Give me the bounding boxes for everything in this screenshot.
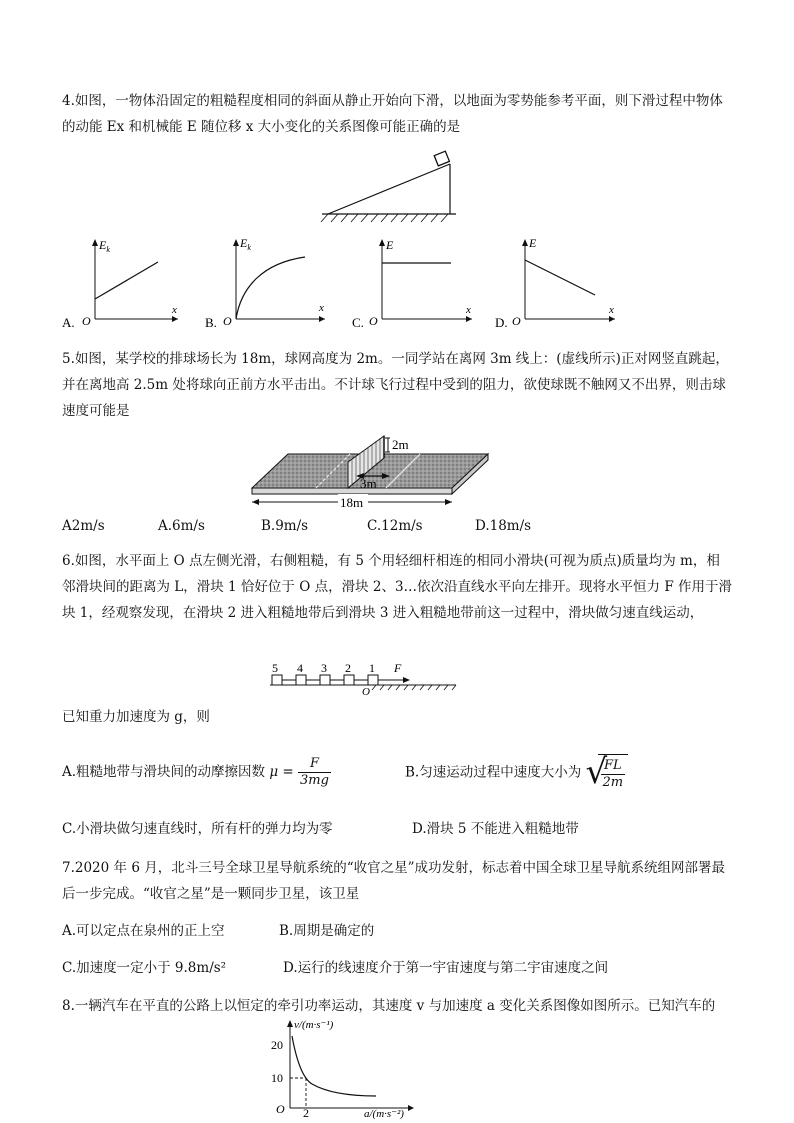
q6-label-3: 3	[321, 661, 327, 675]
q5-stem: 5.如图，某学校的排球场长为 18m，球网高度为 2m。一同学站在离网 3m 线上：(虚线所示)正对网竖直跳起，并在离地高 2.5m 处将球向正前方水平击出。不计球飞行过程中受到的阻力，欲使球既不触网又不出界，则击球速度可能是	[62, 351, 729, 419]
q8-origin: O	[276, 1102, 285, 1116]
q6-option-b-text: B.匀速运动过程中速度大小为	[405, 764, 582, 781]
q6-label-1: 1	[369, 661, 375, 675]
q4c-origin: O	[369, 314, 378, 328]
svg-text:Ek	[239, 236, 251, 252]
q8-xlabel: a/(m·s⁻²)	[364, 1108, 404, 1120]
q5-net-height: 2m	[392, 437, 409, 452]
q8-ytick-20: 20	[271, 1038, 283, 1052]
q4d-xlabel: x	[609, 304, 614, 316]
q4a-ylabel: E	[99, 238, 107, 252]
q5-court-figure	[248, 432, 498, 512]
q6-option-a-num: F	[298, 756, 331, 773]
q6-label-5: 5	[272, 661, 278, 675]
q4c-xlabel: x	[466, 304, 471, 316]
q7-option-a: A.可以定点在泉州的正上空	[62, 923, 225, 939]
svg-text:Ek	[98, 238, 110, 254]
q6-option-b-sqrt: √ $\frac{FL}{2m}$	[586, 754, 629, 792]
q4-graph-a	[60, 235, 180, 330]
q5-length: 18m	[340, 495, 364, 510]
q4a-letter: A.	[62, 315, 75, 330]
q8-xtick-2: 2	[303, 1106, 309, 1120]
q5-option-a: A.6m/s	[158, 518, 205, 534]
q6-origin-label: O	[362, 686, 370, 698]
q5-option-b: B.9m/s	[261, 518, 309, 534]
q4b-letter: B.	[205, 315, 217, 330]
q6-label-4: 4	[297, 661, 303, 675]
q4-graph-d	[495, 235, 620, 330]
q6-option-a-text: A.粗糙地带与滑块间的动摩擦因数	[62, 764, 266, 780]
q4a-origin: O	[82, 314, 91, 328]
q6-option-a-den: 3mg	[300, 773, 329, 788]
q4b-ylabel: E	[240, 236, 248, 250]
q8-va-graph	[268, 1018, 418, 1118]
q7-option-c: C.加速度一定小于 9.8m/s²	[62, 960, 227, 976]
q4b-ysub: k	[247, 243, 251, 252]
q5-option-d: D.18m/s	[475, 518, 532, 534]
q6-option-a-fraction	[298, 756, 331, 789]
q6-label-2: 2	[345, 661, 351, 675]
q6-option-b-num: FL	[601, 758, 626, 775]
q6-after: 已知重力加速度为 g，则	[62, 709, 210, 725]
q6-option-c: C.小滑块做匀速直线时，所有杆的弹力均为零	[62, 821, 333, 837]
q4-stem: 4.如图，一物体沿固定的粗糙程度相同的斜面从静止开始向下滑，以地面为零势能参考平面，则下滑过程中物体的动能 Ex 和机械能 E 随位移 x 大小变化的关系图像可能正确的是	[62, 93, 723, 135]
q4d-origin: O	[512, 314, 521, 328]
q5-distance: 3m	[360, 476, 377, 491]
q6-option-d: D.滑块 5 不能进入粗糙地带	[412, 821, 579, 837]
q5-option-0: A2m/s	[62, 518, 105, 534]
q4d-ylabel: E	[529, 236, 537, 250]
q4c-letter: C.	[352, 315, 364, 330]
q4d-letter: D.	[495, 315, 508, 330]
q4a-ysub: k	[106, 245, 110, 254]
q4-incline-figure	[318, 150, 458, 225]
q6-option-b-den: 2m	[602, 775, 624, 790]
q4b-xlabel: x	[319, 302, 324, 314]
q6-sliders-figure	[268, 660, 468, 696]
q6-force-label: F	[394, 661, 402, 675]
q4c-ylabel: E	[386, 238, 394, 252]
q5-option-c: C.12m/s	[367, 518, 423, 534]
q4a-xlabel: x	[172, 304, 177, 316]
q8-stem: 8.一辆汽车在平直的公路上以恒定的牵引功率运动，其速度 v 与加速度 a 变化关系图像如图所示。已知汽车的	[62, 998, 716, 1014]
q6-option-a-mu: μ =	[269, 764, 294, 780]
q4-graph-c	[352, 235, 477, 330]
q6-option-a	[62, 754, 331, 790]
q7-option-d: D.运行的线速度介于第一宇宙速度与第二宇宙速度之间	[283, 960, 609, 976]
q8-ylabel: v/(m·s⁻¹)	[294, 1019, 334, 1031]
q4b-origin: O	[223, 314, 232, 328]
q7-option-b: B.周期是确定的	[279, 923, 375, 939]
q7-stem: 7.2020 年 6 月，北斗三号全球卫星导航系统的“收官之星”成功发射，标志着中国全球卫星导航系统组网部署最后一步完成。“收官之星”是一颗同步卫星，该卫星	[62, 860, 726, 902]
q6-option-b	[405, 754, 628, 792]
q4-graph-b	[203, 235, 328, 330]
q8-ytick-10: 10	[271, 1071, 283, 1085]
q6-stem: 6.如图，水平面上 O 点左侧光滑，右侧粗糙，有 5 个用轻细杆相连的相同小滑块(可视为质点)质量均为 m，相邻滑块间的距离为 L，滑块 1 恰好位于 O 点，滑块 2、3…依次沿直线水平向左排开。现将水平恒力 F 作用于滑块 1，经观察发现，在滑块 2 进入粗糙地带后到滑块 3 进入粗糙地带前这一过程中，滑块做匀速直线运动，	[62, 553, 732, 621]
